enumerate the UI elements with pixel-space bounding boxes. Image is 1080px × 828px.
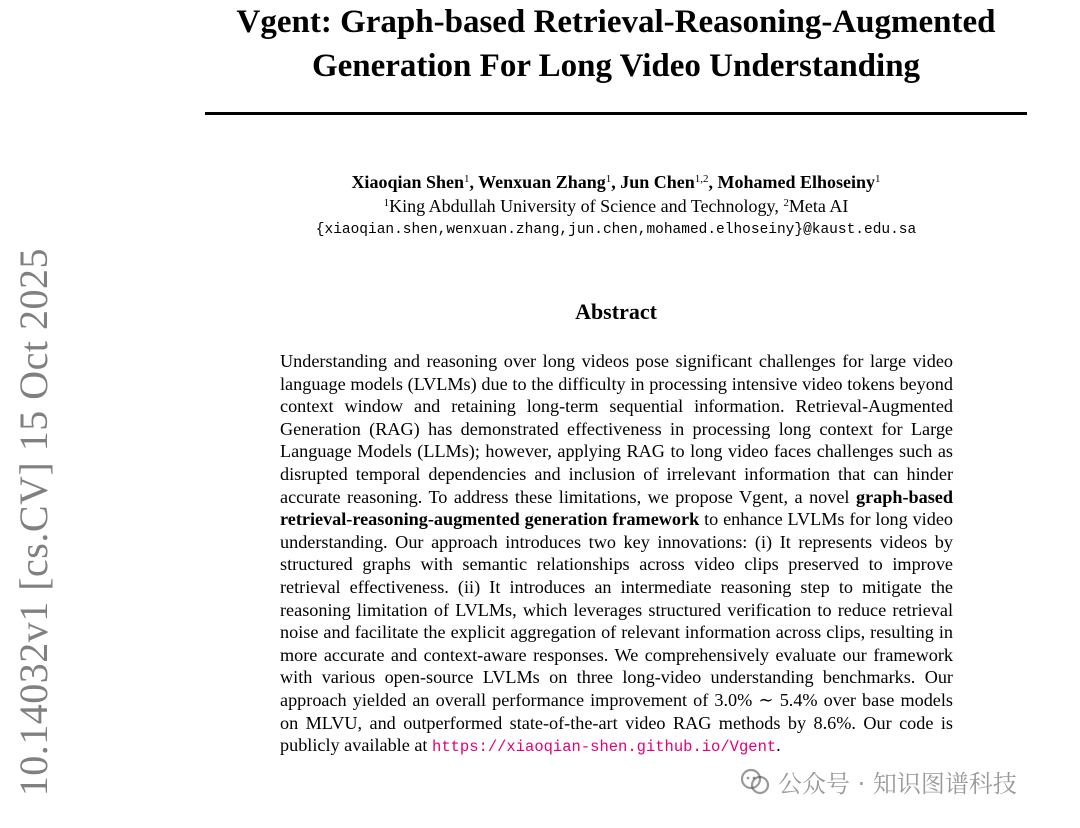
watermark — [738, 764, 1017, 799]
title-line-1: Vgent: Graph-based Retrieval-Reasoning-Augmented — [236, 4, 996, 40]
abstract-end: . — [776, 735, 781, 756]
affil-mark: 2 — [783, 197, 789, 209]
author-separator: , — [611, 172, 621, 192]
author-affil-mark: 1 — [875, 173, 881, 185]
title-line-2: Generation For Long Video Understanding — [311, 48, 921, 84]
abstract-heading: Abstract — [575, 299, 657, 324]
arxiv-identifier: 10.14032v1 [cs.CV] 15 Oct 2025 — [11, 248, 56, 797]
author-emails: {xiaoqian.shen,wenxuan.zhang,jun.chen,mohamed.elhoseiny}@kaust.edu.sa — [315, 222, 917, 238]
author-name: Xiaoqian Shen — [351, 172, 464, 192]
author-list — [205, 170, 1027, 194]
author-name: Mohamed Elhoseiny — [717, 172, 876, 192]
author-separator: , — [469, 172, 479, 192]
watermark-text: 公众号 · 知识图谱科技 — [778, 770, 1017, 798]
wechat-logo-icon — [738, 765, 772, 799]
affiliations — [205, 194, 1027, 218]
author-separator: , — [708, 172, 718, 192]
author-affil-mark: 1 — [463, 173, 470, 185]
abstract-text — [280, 350, 953, 759]
abstract-part-2: to enhance LVLMs for long video understanding. Our approach introduces two key innovations: (i) It represents videos by structured graphs with semantic relationships across video clips preserved to improve retrieval effectiveness. (ii) It introduces an intermediate reasoning step to mitigate the reasoning limitation of LVLMs, which leverages structured verification to reduce retrieval noise and facilitate the explicit aggregation of relevant information across clips, resulting in more accurate and context-aware responses. We comprehensively evaluate our framework with various open-source LVLMs on three long-video understanding benchmarks. Our approach yielded an overall performance improvement of 3.0% ∼ 5.4% over base models on MLVU, and outperformed state-of-the-art video RAG methods by 8.6%. Our code is publicly available at — [280, 509, 953, 756]
abstract-emphasis: graph-based retrieval-reasoning-augmented generation framework — [280, 486, 953, 530]
affil-mark: 1 — [383, 197, 390, 209]
affiliation-name: Meta AI — [788, 196, 849, 216]
author-affil-mark: 1 — [605, 173, 612, 185]
author-block — [205, 170, 1027, 242]
author-affil-mark: 1,2 — [694, 173, 709, 185]
author-name: Wenxuan Zhang — [478, 172, 606, 192]
author-name: Jun Chen — [620, 172, 695, 192]
code-link[interactable]: https://xiaoqian-shen.github.io/Vgent — [432, 738, 777, 757]
paper-title — [200, 0, 1032, 88]
title-rule — [205, 112, 1027, 115]
abstract-part-1: Understanding and reasoning over long videos pose significant challenges for large video language models (LVLMs) due to the difficulty in processing intensive video tokens beyond context window and retaining long-term sequential information. Retrieval-Augmented Generation (RAG) has demonstrated effectiveness in processing long context for Large Language Models (LLMs); however, applying RAG to long video faces challenges such as disrupted temporal dependencies and inclusion of irrelevant information that can hinder accurate reasoning. To address these limitations, we propose Vgent, a novel — [280, 351, 953, 507]
affiliation-name: King Abdullah University of Science and Technology, — [389, 196, 784, 216]
